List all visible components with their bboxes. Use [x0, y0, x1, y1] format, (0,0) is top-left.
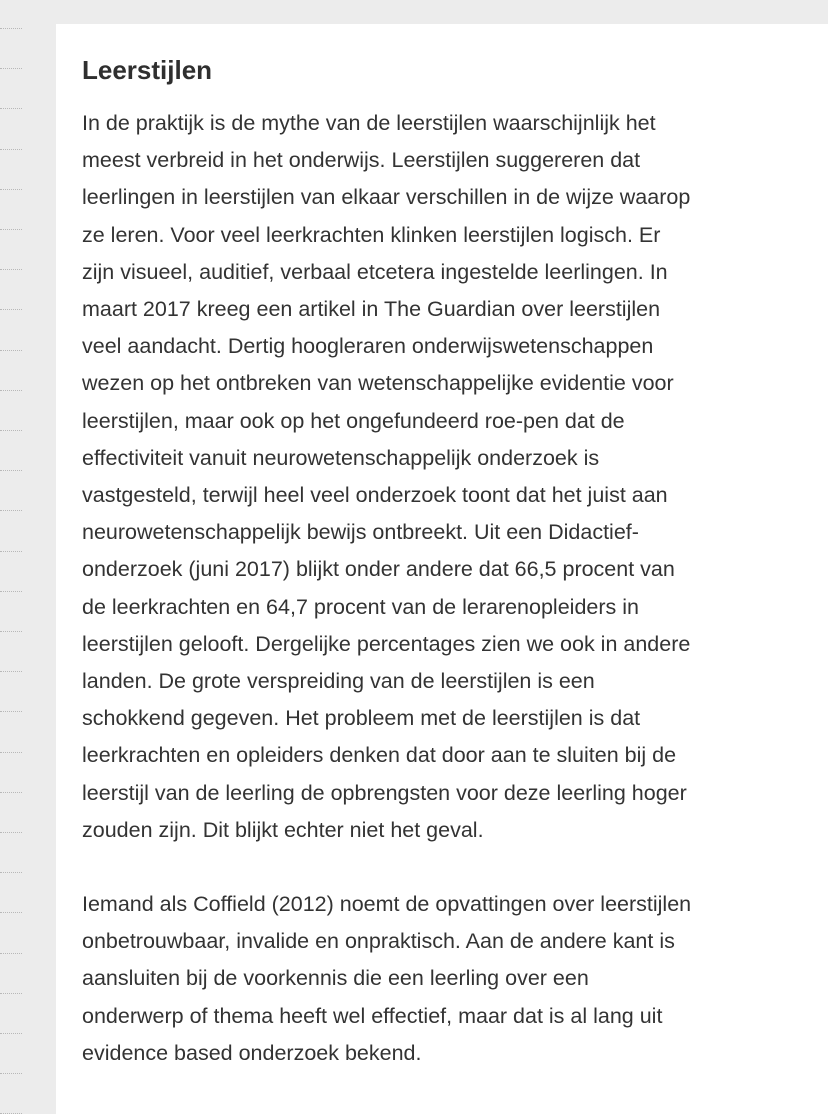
paragraph-1 — [82, 105, 828, 849]
paragraph-line: leerkrachten en opleiders denken dat door aan te sluiten bij de — [82, 743, 677, 768]
gutter-dots — [0, 309, 22, 310]
gutter-dots — [0, 350, 22, 351]
left-gutter — [0, 0, 30, 1114]
gutter-dots — [0, 149, 22, 150]
paragraph-line: leerstijlen, maar ook op het ongefundeerd roe-pen dat de — [82, 408, 625, 433]
gutter-dots — [0, 28, 22, 29]
gutter-dots — [0, 832, 22, 833]
paragraph-line: Iemand als Coffield (2012) noemt de opvattingen over leerstijlen — [82, 892, 692, 917]
gutter-dots — [0, 912, 22, 913]
gutter-dots — [0, 792, 22, 793]
gutter-dots — [0, 953, 22, 954]
paragraph-line: onbetrouwbaar, invalide en onpraktisch. Aan de andere kant is — [82, 929, 675, 954]
gutter-dots — [0, 752, 22, 753]
paragraph-line: vastgesteld, terwijl heel veel onderzoek toont dat het juist aan — [82, 483, 668, 508]
paragraph-line: onderzoek (juni 2017) blijkt onder andere dat 66,5 procent van — [82, 557, 675, 582]
paragraph-spacer — [82, 849, 828, 886]
gutter-dots — [0, 390, 22, 391]
paragraph-line: leerstijl van de leerling de opbrengsten voor deze leerling hoger — [82, 780, 687, 805]
gutter-dots — [0, 591, 22, 592]
gutter-dots — [0, 711, 22, 712]
gutter-dots — [0, 993, 22, 994]
paragraph-line: zouden zijn. Dit blijkt echter niet het geval. — [82, 817, 484, 842]
article-title: Leerstijlen — [82, 55, 213, 85]
paragraph-2 — [82, 886, 828, 1072]
paragraph-line: leerlingen in leerstijlen van elkaar verschillen in de wijze waarop — [82, 185, 691, 210]
gutter-dots — [0, 631, 22, 632]
paragraph-line: schokkend gegeven. Het probleem met de leerstijlen is dat — [82, 706, 641, 731]
gutter-dots — [0, 1033, 22, 1034]
paragraph-line: leerstijlen gelooft. Dergelijke percentages zien we ook in andere — [82, 631, 691, 656]
paragraph-line: veel aandacht. Dertig hoogleraren onderwijswetenschappen — [82, 334, 654, 359]
gutter-dots — [0, 510, 22, 511]
paragraph-line: zijn visueel, auditief, verbaal etcetera ingestelde leerlingen. In — [82, 259, 668, 284]
article — [56, 24, 828, 1114]
gutter-dots — [0, 68, 22, 69]
paragraph-line: maart 2017 kreeg een artikel in The Guardian over leerstijlen — [82, 297, 661, 322]
paragraph-line: landen. De grote verspreiding van de leerstijlen is een — [82, 669, 595, 694]
paragraph-line: ze leren. Voor veel leerkrachten klinken leerstijlen logisch. Er — [82, 222, 661, 247]
paragraph-line: neurowetenschappelijk bewijs ontbreekt. Uit een Didactief- — [82, 520, 639, 545]
paragraph-line: evidence based onderzoek bekend. — [82, 1040, 422, 1065]
gutter-dots — [0, 872, 22, 873]
gutter-dots — [0, 108, 22, 109]
paragraph-line: wezen op het ontbreken van wetenschappelijke evidentie voor — [82, 371, 674, 396]
paragraph-line: de leerkrachten en 64,7 procent van de lerarenopleiders in — [82, 594, 639, 619]
gutter-dots — [0, 189, 22, 190]
gutter-dots — [0, 269, 22, 270]
gutter-dots — [0, 470, 22, 471]
paragraph-line: effectiviteit vanuit neurowetenschappelijk onderzoek is — [82, 445, 600, 470]
gutter-dots — [0, 1073, 22, 1074]
gutter-dots — [0, 551, 22, 552]
paragraph-line: In de praktijk is de mythe van de leerstijlen waarschijnlijk het — [82, 111, 656, 135]
paragraph-line: meest verbreid in het onderwijs. Leerstijlen suggereren dat — [82, 148, 641, 173]
gutter-dots — [0, 229, 22, 230]
gutter-dots — [0, 430, 22, 431]
paragraph-line: onderwerp of thema heeft wel effectief, maar dat is al lang uit — [82, 1003, 663, 1028]
paragraph-line: aansluiten bij de voorkennis die een leerling over een — [82, 966, 589, 991]
gutter-dots — [0, 671, 22, 672]
